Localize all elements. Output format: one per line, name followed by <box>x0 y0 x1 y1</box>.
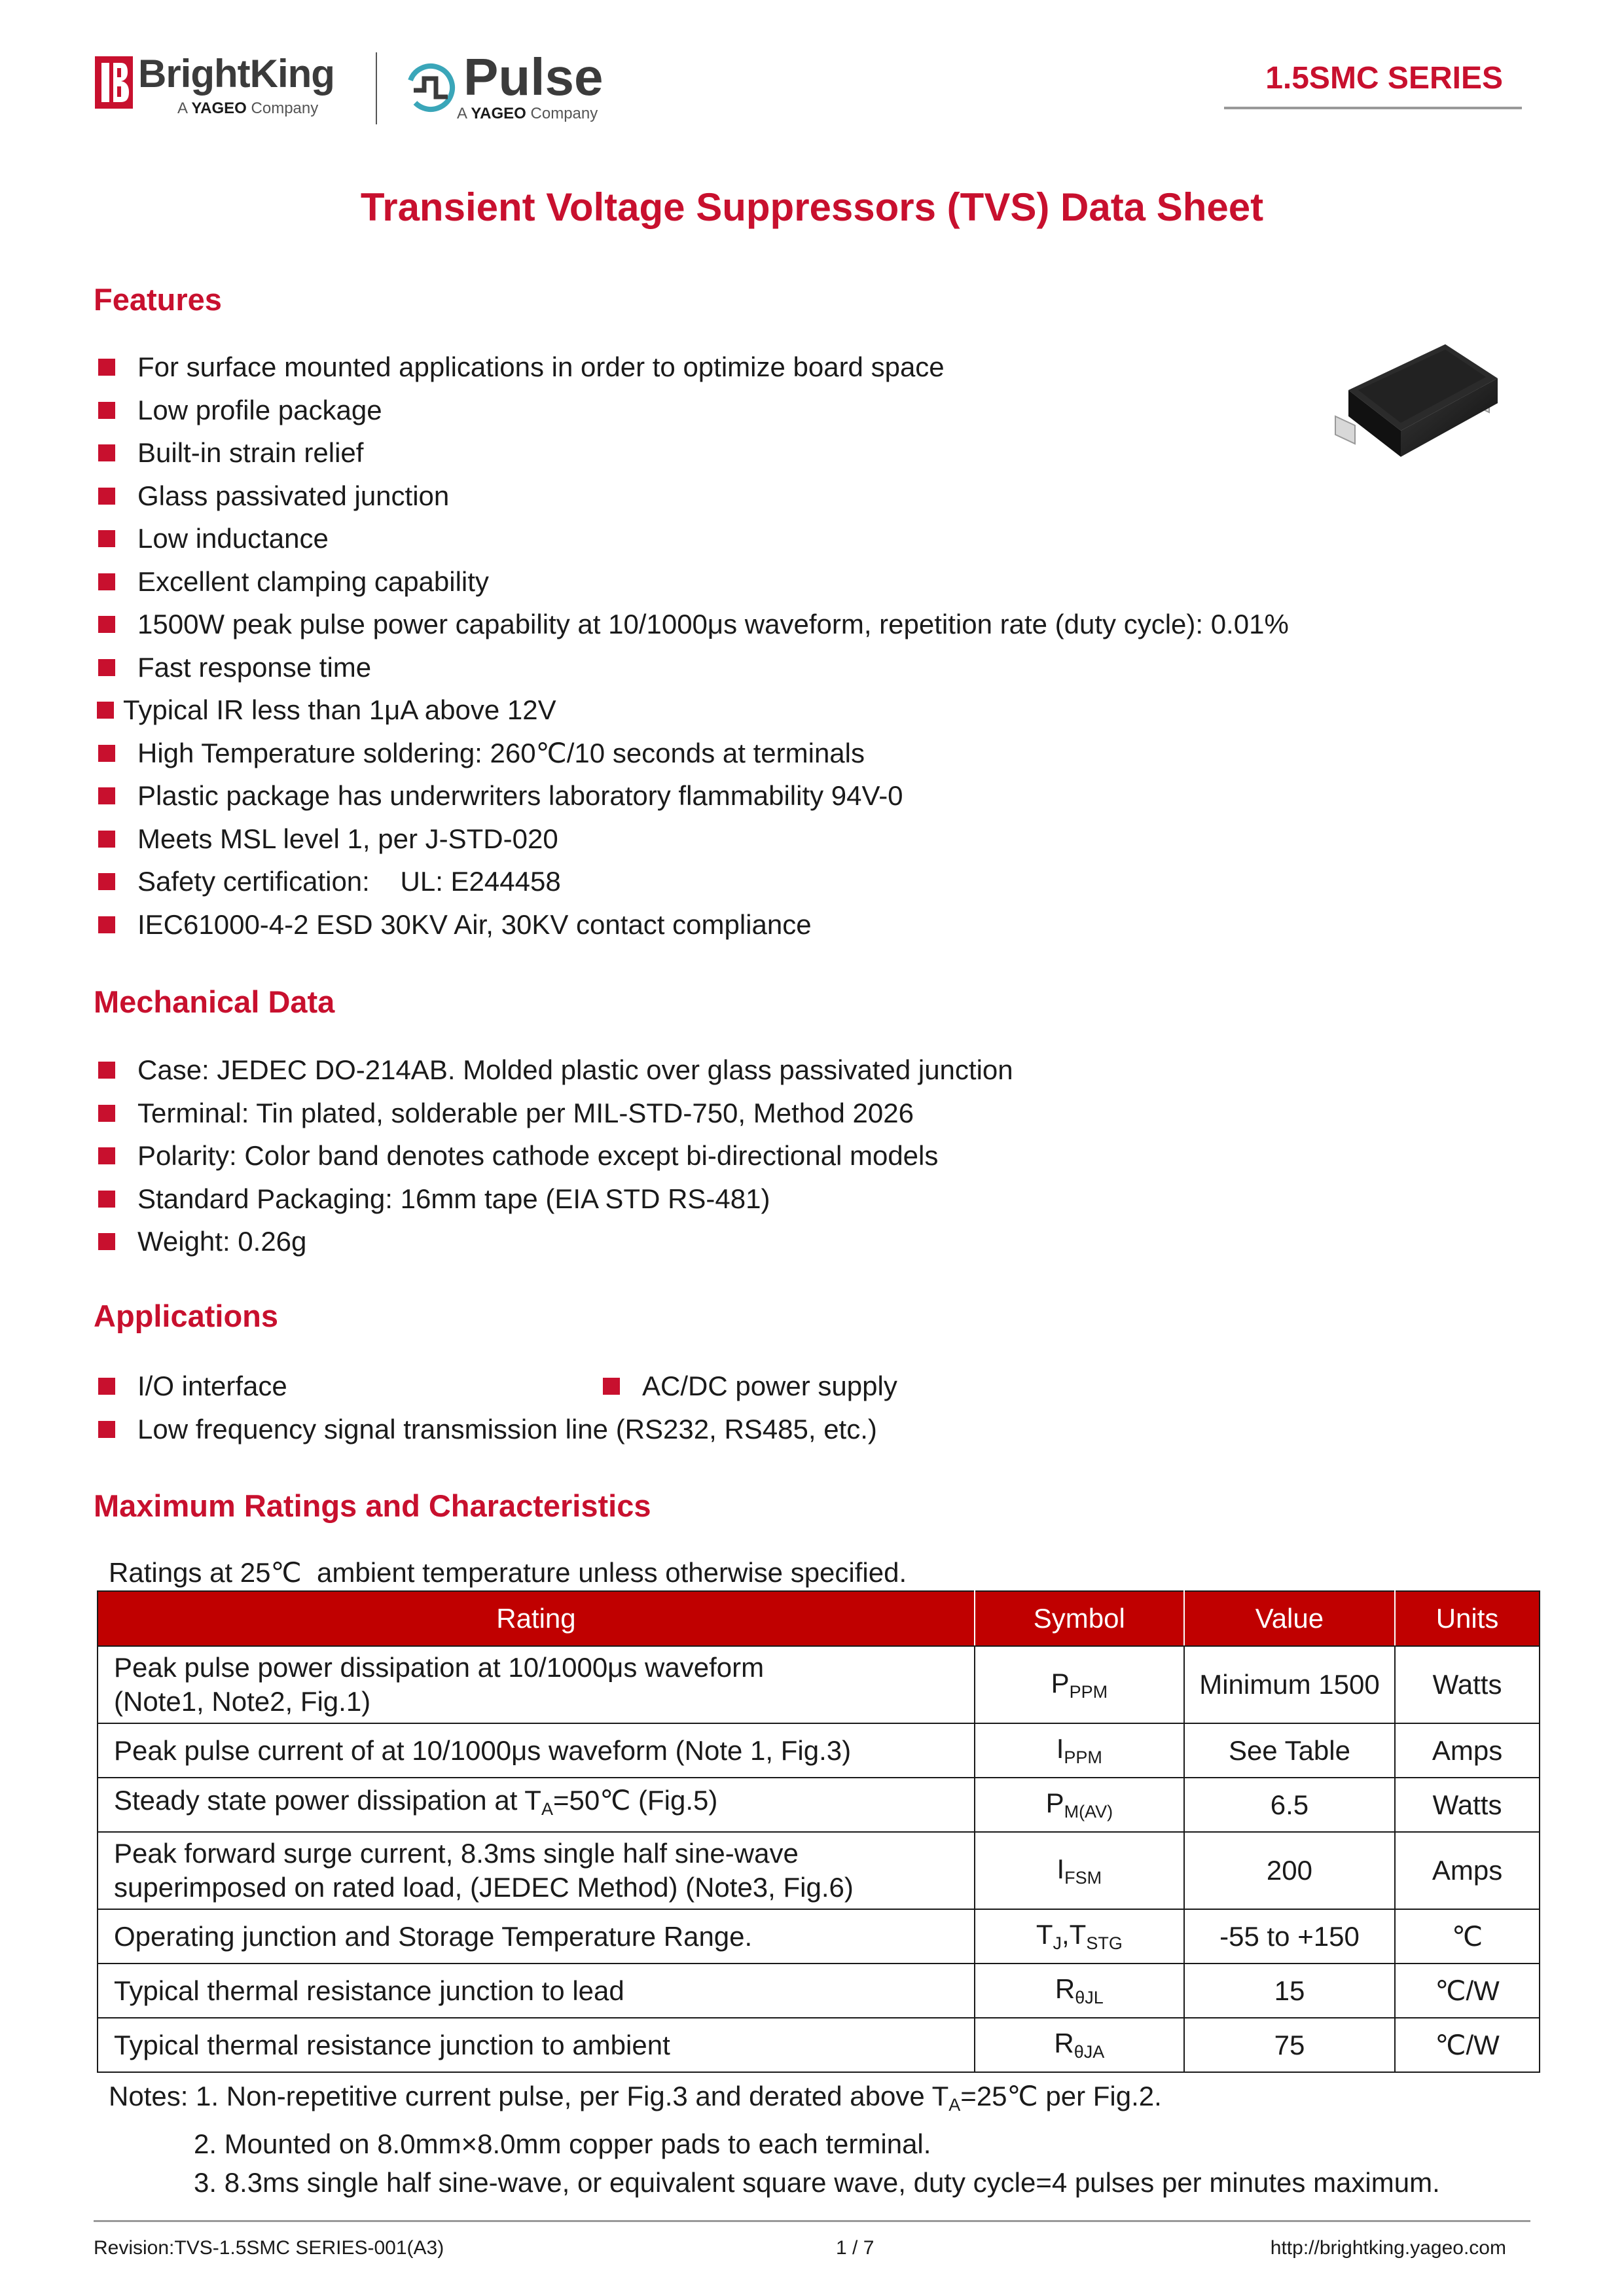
cell-rating: Steady state power dissipation at $T_A=50℃$ (Fig.5) <box>98 1778 975 1832</box>
table-header-row <box>98 1591 1540 1646</box>
document-title: Transient Voltage Suppressors (TVS) Data Sheet <box>360 185 1264 229</box>
column-header-value: Value <box>1184 1591 1395 1646</box>
cell-units: ℃ <box>1395 1909 1540 1964</box>
cell-units: Watts <box>1395 1646 1540 1723</box>
footer-rule <box>94 2220 1530 2222</box>
bullet-square-icon <box>97 702 114 719</box>
bullet-square-icon <box>98 444 115 461</box>
mechanical-list <box>98 1054 1013 1268</box>
cell-units: Amps <box>1395 1723 1540 1778</box>
table-row <box>98 1909 1540 1964</box>
bullet-square-icon <box>98 616 115 633</box>
applications-heading: Applications <box>94 1299 279 1333</box>
features-list <box>98 351 1289 951</box>
cell-rating: Peak forward surge current, 8.3ms single half sine-wave superimposed on rated load, (JEDEC Method) (Note3, Fig.6) <box>98 1832 975 1909</box>
bullet-square-icon <box>98 573 115 590</box>
list-item: Low frequency signal transmission line (RS232, RS485, etc.) <box>98 1413 877 1446</box>
list-item: 1500W peak pulse power capability at 10/1000μs waveform, repetition rate (duty cycle): 0.01% <box>98 608 1289 651</box>
list-item: Safety certification: UL: E244458 <box>98 865 1289 908</box>
ratings-note: Ratings at 25℃ ambient temperature unless otherwise specified. <box>109 1557 907 1588</box>
list-item: Weight: 0.26g <box>98 1225 1013 1268</box>
logo-divider <box>376 52 377 124</box>
bullet-square-icon <box>98 1191 115 1208</box>
notes <box>109 2077 1440 2202</box>
table-row <box>98 1646 1540 1723</box>
list-item: Meets MSL level 1, per J-STD-020 <box>98 823 1289 866</box>
cell-symbol: $I_{PPM}$ <box>975 1723 1184 1778</box>
bullet-square-icon <box>98 359 115 376</box>
column-header-rating: Rating <box>98 1591 975 1646</box>
cell-symbol: $T_J,T_{STG}$ <box>975 1909 1184 1964</box>
bullet-square-icon <box>98 916 115 933</box>
list-item: For surface mounted applications in order to optimize board space <box>98 351 1289 394</box>
cell-rating: Typical thermal resistance junction to ambient <box>98 2018 975 2072</box>
cell-symbol: $I_{FSM}$ <box>975 1832 1184 1909</box>
cell-value: 75 <box>1184 2018 1395 2072</box>
series-title: 1.5SMC SERIES <box>1265 61 1503 96</box>
list-item: Excellent clamping capability <box>98 565 1289 609</box>
column-header-symbol: Symbol <box>975 1591 1184 1646</box>
footer-page-number: 1 / 7 <box>836 2237 875 2259</box>
features-heading: Features <box>94 282 222 317</box>
cell-symbol: $P_{M(AV)}$ <box>975 1778 1184 1832</box>
footer-url[interactable]: http://brightking.yageo.com <box>1270 2237 1506 2259</box>
footer-revision: Revision:TVS-1.5SMC SERIES-001(A3) <box>94 2237 444 2259</box>
bullet-square-icon <box>98 745 115 762</box>
cell-rating: Peak pulse current of at 10/1000μs waveform (Note 1, Fig.3) <box>98 1723 975 1778</box>
ratings-heading: Maximum Ratings and Characteristics <box>94 1488 651 1523</box>
table-row <box>98 1832 1540 1909</box>
note-1: Notes: 1. Non-repetitive current pulse, per Fig.3 and derated above $T_A=25℃$ per Fig.2. <box>109 2081 1162 2115</box>
bullet-square-icon <box>98 787 115 804</box>
smc-package-image <box>1329 339 1506 490</box>
bullet-square-icon <box>98 1233 115 1250</box>
bullet-square-icon <box>98 831 115 848</box>
cell-units: ℃/W <box>1395 1964 1540 2018</box>
list-item: Low inductance <box>98 522 1289 565</box>
cell-units: Watts <box>1395 1778 1540 1832</box>
bullet-square-icon <box>98 1062 115 1079</box>
list-item: Plastic package has underwriters laboratory flammability 94V-0 <box>98 780 1289 823</box>
bullet-square-icon <box>98 873 115 890</box>
pulse-tagline: A YAGEO Company <box>457 105 598 122</box>
bullet-square-icon <box>603 1378 620 1395</box>
bullet-square-icon <box>98 659 115 676</box>
list-item: High Temperature soldering: 260℃/10 seconds at terminals <box>98 737 1289 780</box>
bullet-square-icon <box>98 1421 115 1438</box>
list-item: Typical IR less than 1μA above 12V <box>97 694 1289 737</box>
list-item: Low profile package <box>98 394 1289 437</box>
cell-value: Minimum 1500 <box>1184 1646 1395 1723</box>
mechanical-heading: Mechanical Data <box>94 984 335 1019</box>
cell-symbol: $R_{\theta JL}$ <box>975 1964 1184 2018</box>
cell-units: ℃/W <box>1395 2018 1540 2072</box>
bullet-square-icon <box>98 530 115 547</box>
cell-units: Amps <box>1395 1832 1540 1909</box>
list-item: Polarity: Color band denotes cathode except bi-directional models <box>98 1139 1013 1183</box>
bullet-square-icon <box>98 402 115 419</box>
pulse-mark-icon <box>405 62 457 114</box>
list-item: Standard Packaging: 16mm tape (EIA STD RS-481) <box>98 1183 1013 1226</box>
list-item: IEC61000-4-2 ESD 30KV Air, 30KV contact compliance <box>98 908 1289 952</box>
bullet-square-icon <box>98 1378 115 1395</box>
note-2: 2. Mounted on 8.0mm×8.0mm copper pads to each terminal. <box>194 2128 931 2159</box>
column-header-units: Units <box>1395 1591 1540 1646</box>
cell-value: -55 to +150 <box>1184 1909 1395 1964</box>
list-item: Fast response time <box>98 651 1289 694</box>
table-row <box>98 1964 1540 2018</box>
list-item: AC/DC power supply <box>603 1370 897 1403</box>
cell-value: 15 <box>1184 1964 1395 2018</box>
bullet-square-icon <box>98 1147 115 1164</box>
list-item: Terminal: Tin plated, solderable per MIL-STD-750, Method 2026 <box>98 1097 1013 1140</box>
cell-rating: Peak pulse power dissipation at 10/1000μs waveform (Note1, Note2, Fig.1) <box>98 1646 975 1723</box>
brightking-name: BrightKing <box>138 52 334 96</box>
cell-value: 6.5 <box>1184 1778 1395 1832</box>
cell-value: 200 <box>1184 1832 1395 1909</box>
brightking-tagline: A YAGEO Company <box>177 99 319 117</box>
table-row <box>98 2018 1540 2072</box>
cell-symbol: $P_{PPM}$ <box>975 1646 1184 1723</box>
cell-value: See Table <box>1184 1723 1395 1778</box>
list-item: Case: JEDEC DO-214AB. Molded plastic over glass passivated junction <box>98 1054 1013 1097</box>
list-item: Glass passivated junction <box>98 480 1289 523</box>
ratings-table <box>97 1590 1540 2073</box>
brightking-mark-icon <box>95 56 133 109</box>
table-row <box>98 1778 1540 1832</box>
note-3: 3. 8.3ms single half sine-wave, or equivalent square wave, duty cycle=4 pulses per minutes maximum. <box>194 2167 1440 2198</box>
cell-symbol: $R_{\theta JA}$ <box>975 2018 1184 2072</box>
header-rule <box>1224 107 1522 109</box>
list-item: Built-in strain relief <box>98 437 1289 480</box>
pulse-name: Pulse <box>463 48 604 106</box>
cell-rating: Operating junction and Storage Temperature Range. <box>98 1909 975 1964</box>
bullet-square-icon <box>98 488 115 505</box>
cell-rating: Typical thermal resistance junction to lead <box>98 1964 975 2018</box>
table-row <box>98 1723 1540 1778</box>
list-item: I/O interface <box>98 1370 287 1403</box>
bullet-square-icon <box>98 1105 115 1122</box>
